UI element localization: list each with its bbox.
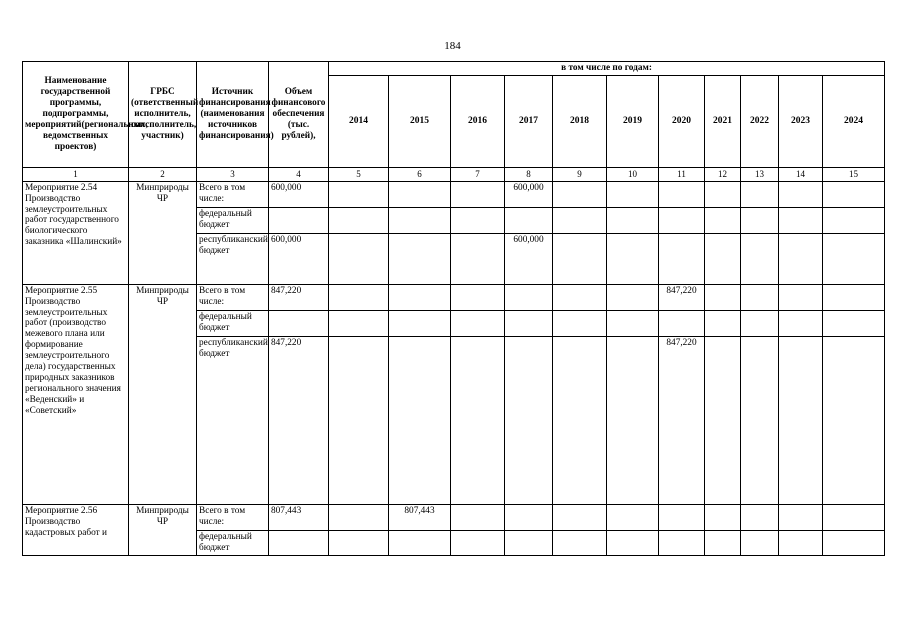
- year-value-cell: [553, 284, 607, 310]
- year-value-cell: [823, 284, 885, 310]
- year-value-cell: [607, 310, 659, 336]
- year-value-cell: [705, 310, 741, 336]
- volume-cell: 600,000: [269, 181, 329, 207]
- funding-source-cell: федеральный бюджет: [197, 310, 269, 336]
- year-value-cell: [779, 181, 823, 207]
- column-number: 10: [607, 167, 659, 181]
- financing-table: [22, 61, 885, 556]
- volume-cell: [269, 310, 329, 336]
- funding-source-cell: федеральный бюджет: [197, 207, 269, 233]
- column-number: 2: [129, 167, 197, 181]
- year-value-cell: [389, 233, 451, 284]
- year-value-cell: [389, 310, 451, 336]
- year-value-cell: [329, 181, 389, 207]
- column-number: 8: [505, 167, 553, 181]
- header-grbs: ГРБС (ответственный исполнитель, соисполнитель, участник): [129, 62, 197, 168]
- header-year: 2014: [329, 75, 389, 167]
- year-value-cell: [741, 233, 779, 284]
- funding-source-cell: республиканский бюджет: [197, 336, 269, 504]
- column-number: 6: [389, 167, 451, 181]
- year-value-cell: [451, 207, 505, 233]
- volume-cell: 847,220: [269, 336, 329, 504]
- year-value-cell: [659, 181, 705, 207]
- year-value-cell: [505, 530, 553, 555]
- year-value-cell: [389, 181, 451, 207]
- header-volume: Объем финансового обеспечения (тыс. рублей),: [269, 62, 329, 168]
- year-value-cell: [389, 530, 451, 555]
- header-year: 2016: [451, 75, 505, 167]
- year-value-cell: [741, 504, 779, 530]
- year-value-cell: [741, 310, 779, 336]
- year-value-cell: [329, 530, 389, 555]
- year-value-cell: [553, 504, 607, 530]
- year-value-cell: [659, 504, 705, 530]
- header-year: 2022: [741, 75, 779, 167]
- year-value-cell: [451, 284, 505, 310]
- volume-cell: 847,220: [269, 284, 329, 310]
- year-value-cell: [823, 336, 885, 504]
- header-year: 2021: [705, 75, 741, 167]
- year-value-cell: [705, 336, 741, 504]
- column-number: 4: [269, 167, 329, 181]
- funding-source-cell: Всего в том числе:: [197, 181, 269, 207]
- table-row: [23, 284, 885, 310]
- year-value-cell: [329, 504, 389, 530]
- year-value-cell: 847,220: [659, 336, 705, 504]
- year-value-cell: [329, 207, 389, 233]
- year-value-cell: [553, 310, 607, 336]
- year-value-cell: [329, 336, 389, 504]
- year-value-cell: [741, 181, 779, 207]
- year-value-cell: [451, 530, 505, 555]
- year-value-cell: [823, 233, 885, 284]
- volume-cell: [269, 530, 329, 555]
- year-value-cell: [607, 233, 659, 284]
- year-value-cell: 847,220: [659, 284, 705, 310]
- year-value-cell: [607, 336, 659, 504]
- year-value-cell: [705, 207, 741, 233]
- year-value-cell: [451, 181, 505, 207]
- year-value-cell: [779, 504, 823, 530]
- measure-name-cell: Мероприятие 2.56 Производство кадастровых работ и: [23, 504, 129, 555]
- header-source: Источник финансирования (наименования источников финансирования): [197, 62, 269, 168]
- year-value-cell: [329, 233, 389, 284]
- year-value-cell: [705, 284, 741, 310]
- measure-name-cell: Мероприятие 2.54 Производство землеустроительных работ государственного биологического заказника «Шалинский»: [23, 181, 129, 284]
- year-value-cell: [741, 530, 779, 555]
- year-value-cell: [607, 284, 659, 310]
- year-value-cell: [659, 233, 705, 284]
- year-value-cell: [741, 207, 779, 233]
- volume-cell: 600,000: [269, 233, 329, 284]
- year-value-cell: [705, 504, 741, 530]
- volume-cell: [269, 207, 329, 233]
- year-value-cell: [705, 530, 741, 555]
- year-value-cell: [779, 233, 823, 284]
- year-value-cell: [505, 504, 553, 530]
- header-year: 2019: [607, 75, 659, 167]
- column-number-row: [23, 167, 885, 181]
- header-year: 2024: [823, 75, 885, 167]
- year-value-cell: [705, 181, 741, 207]
- year-value-cell: [505, 336, 553, 504]
- column-number: 11: [659, 167, 705, 181]
- funding-source-cell: федеральный бюджет: [197, 530, 269, 555]
- year-value-cell: [823, 530, 885, 555]
- year-value-cell: [553, 233, 607, 284]
- year-value-cell: [823, 504, 885, 530]
- header-year: 2018: [553, 75, 607, 167]
- year-value-cell: [505, 310, 553, 336]
- year-value-cell: [779, 336, 823, 504]
- header-name: Наименование государственной программы, подпрограммы, мероприятий(региональных, ведомственных проектов): [23, 62, 129, 168]
- column-number: 3: [197, 167, 269, 181]
- year-value-cell: [329, 284, 389, 310]
- year-value-cell: [451, 336, 505, 504]
- year-value-cell: [451, 504, 505, 530]
- funding-source-cell: Всего в том числе:: [197, 504, 269, 530]
- column-number: 12: [705, 167, 741, 181]
- year-value-cell: [779, 284, 823, 310]
- year-value-cell: [659, 310, 705, 336]
- year-value-cell: [779, 207, 823, 233]
- grbs-cell: Минприроды ЧР: [129, 284, 197, 504]
- funding-source-cell: республиканский бюджет: [197, 233, 269, 284]
- year-value-cell: [451, 233, 505, 284]
- year-value-cell: [823, 310, 885, 336]
- column-number: 14: [779, 167, 823, 181]
- year-value-cell: [741, 336, 779, 504]
- volume-cell: 807,443: [269, 504, 329, 530]
- year-value-cell: 600,000: [505, 233, 553, 284]
- year-value-cell: [553, 181, 607, 207]
- year-value-cell: [329, 310, 389, 336]
- year-value-cell: [553, 207, 607, 233]
- year-value-cell: [505, 207, 553, 233]
- year-value-cell: [659, 530, 705, 555]
- year-value-cell: [553, 336, 607, 504]
- header-year: 2020: [659, 75, 705, 167]
- funding-source-cell: Всего в том числе:: [197, 284, 269, 310]
- header-year: 2015: [389, 75, 451, 167]
- year-value-cell: [705, 233, 741, 284]
- year-value-cell: [607, 181, 659, 207]
- year-value-cell: 807,443: [389, 504, 451, 530]
- year-value-cell: [389, 284, 451, 310]
- year-value-cell: [553, 530, 607, 555]
- column-number: 7: [451, 167, 505, 181]
- year-value-cell: [607, 207, 659, 233]
- year-value-cell: [451, 310, 505, 336]
- year-value-cell: [741, 284, 779, 310]
- year-value-cell: [823, 207, 885, 233]
- year-value-cell: 600,000: [505, 181, 553, 207]
- year-value-cell: [607, 530, 659, 555]
- year-value-cell: [505, 284, 553, 310]
- measure-name-cell: Мероприятие 2.55 Производство землеустроительных работ (производство межевого плана или формирование землеустроительного дела) государственных природных заказников регионального значения «Веденский» и «Советский»: [23, 284, 129, 504]
- table-row: [23, 181, 885, 207]
- table-row: [23, 504, 885, 530]
- page-number: 184: [444, 40, 461, 52]
- grbs-cell: Минприроды ЧР: [129, 504, 197, 555]
- column-number: 13: [741, 167, 779, 181]
- header-by-years: в том числе по годам:: [329, 62, 885, 76]
- year-value-cell: [823, 181, 885, 207]
- column-number: 15: [823, 167, 885, 181]
- year-value-cell: [659, 207, 705, 233]
- column-number: 5: [329, 167, 389, 181]
- year-value-cell: [779, 530, 823, 555]
- header-year: 2017: [505, 75, 553, 167]
- year-value-cell: [607, 504, 659, 530]
- year-value-cell: [779, 310, 823, 336]
- header-year: 2023: [779, 75, 823, 167]
- column-number: 9: [553, 167, 607, 181]
- column-number: 1: [23, 167, 129, 181]
- year-value-cell: [389, 207, 451, 233]
- grbs-cell: Минприроды ЧР: [129, 181, 197, 284]
- year-value-cell: [389, 336, 451, 504]
